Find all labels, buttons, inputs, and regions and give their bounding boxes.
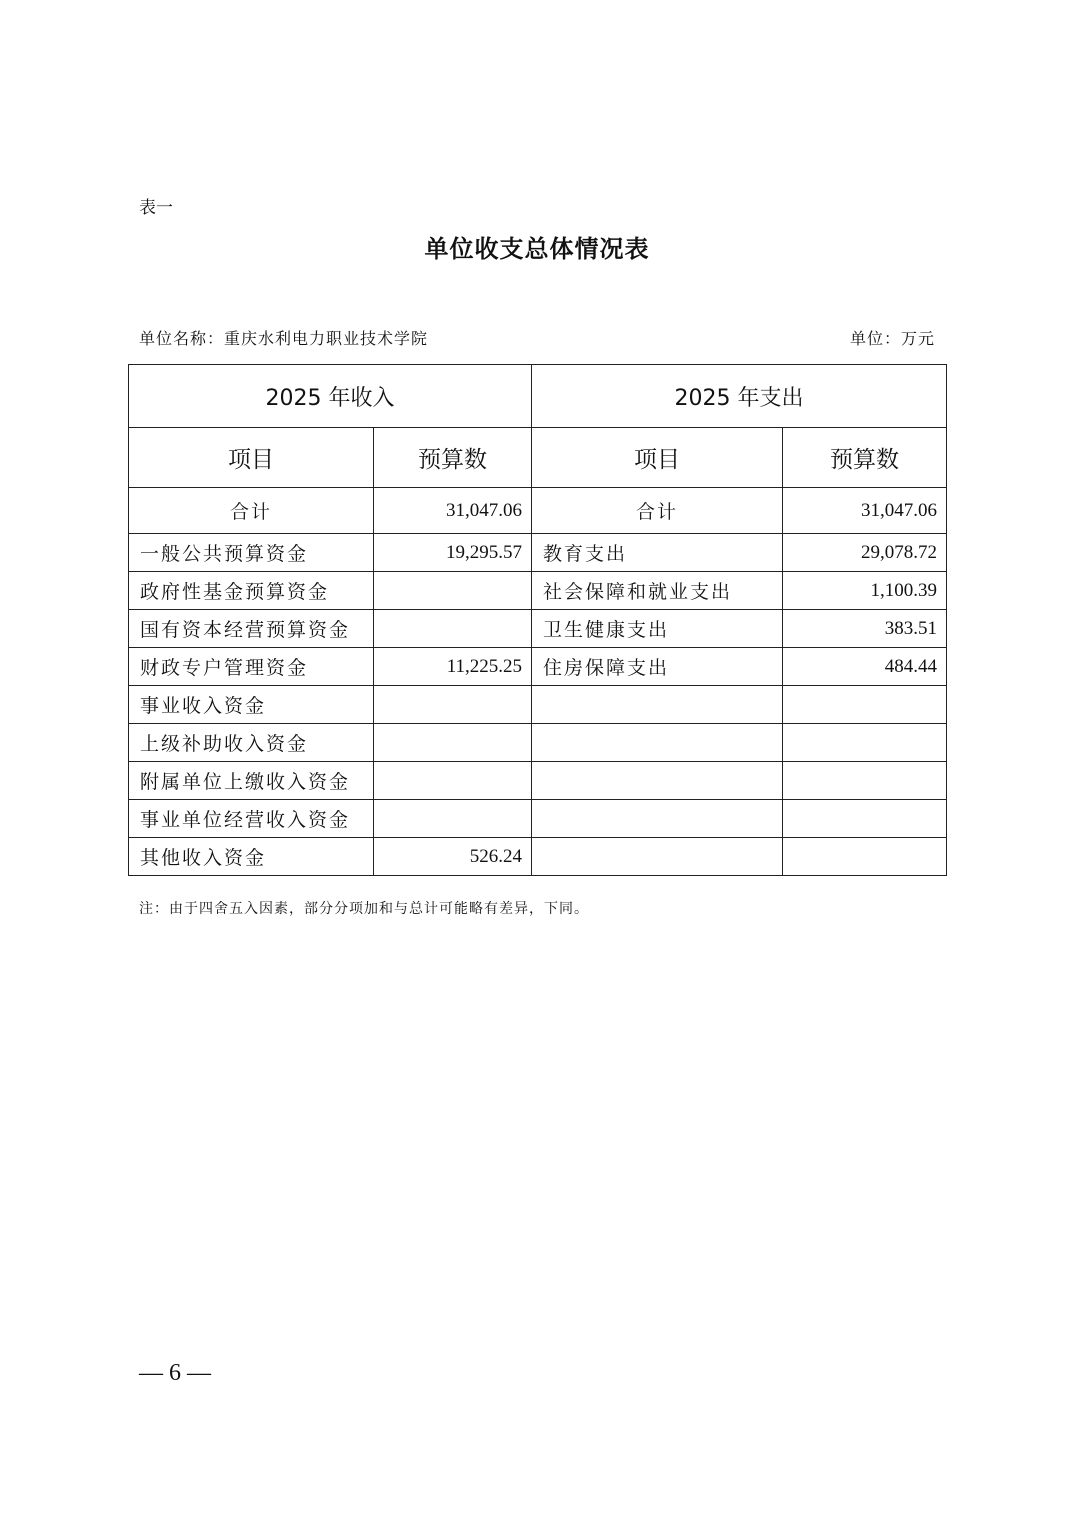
expense-value: 29,078.72 <box>783 534 947 572</box>
table-row <box>129 610 947 648</box>
income-value: 19,295.57 <box>374 534 532 572</box>
expense-value <box>783 686 947 724</box>
table-row <box>129 648 947 686</box>
expense-item: 卫生健康支出 <box>532 610 783 648</box>
unit-name: 单位名称：重庆水利电力职业技术学院 <box>139 329 429 348</box>
expense-item <box>532 686 783 724</box>
table-row <box>129 686 947 724</box>
income-item: 上级补助收入资金 <box>129 724 374 762</box>
total-row <box>129 488 947 534</box>
income-value: 526.24 <box>374 838 532 876</box>
expense-item: 社会保障和就业支出 <box>532 572 783 610</box>
income-value <box>374 686 532 724</box>
income-item: 附属单位上缴收入资金 <box>129 762 374 800</box>
income-item-header: 项目 <box>129 428 374 488</box>
column-header-row <box>129 428 947 488</box>
budget-summary-table <box>128 364 947 876</box>
income-item: 事业单位经营收入资金 <box>129 800 374 838</box>
page-title: 单位收支总体情况表 <box>424 234 650 263</box>
income-header: 2025 年收入 <box>129 365 532 428</box>
table-row <box>129 534 947 572</box>
income-value: 11,225.25 <box>374 648 532 686</box>
expense-total-label: 合计 <box>532 488 783 534</box>
expense-value: 484.44 <box>783 648 947 686</box>
expense-value: 1,100.39 <box>783 572 947 610</box>
table-row <box>129 800 947 838</box>
expense-value <box>783 838 947 876</box>
expense-item <box>532 724 783 762</box>
expense-item <box>532 762 783 800</box>
expense-item-header: 项目 <box>532 428 783 488</box>
expense-item <box>532 800 783 838</box>
table-row <box>129 838 947 876</box>
income-total-label: 合计 <box>129 488 374 534</box>
income-item: 事业收入资金 <box>129 686 374 724</box>
footnote: 注：由于四舍五入因素，部分分项加和与总计可能略有差异，下同。 <box>139 901 589 917</box>
expense-value: 383.51 <box>783 610 947 648</box>
expense-total-value: 31,047.06 <box>783 488 947 534</box>
year-header-row <box>129 365 947 428</box>
expense-item <box>532 838 783 876</box>
income-total-value: 31,047.06 <box>374 488 532 534</box>
expense-value <box>783 724 947 762</box>
table-row <box>129 572 947 610</box>
expense-value <box>783 762 947 800</box>
expense-item: 教育支出 <box>532 534 783 572</box>
expense-budget-header: 预算数 <box>783 428 947 488</box>
income-item: 国有资本经营预算资金 <box>129 610 374 648</box>
table-row <box>129 762 947 800</box>
income-value <box>374 762 532 800</box>
unit-measure: 单位：万元 <box>849 329 935 348</box>
income-item: 财政专户管理资金 <box>129 648 374 686</box>
income-value <box>374 610 532 648</box>
income-item: 政府性基金预算资金 <box>129 572 374 610</box>
income-item: 一般公共预算资金 <box>129 534 374 572</box>
table-label: 表一 <box>139 198 173 218</box>
income-value <box>374 572 532 610</box>
page-number: — 6 — <box>139 1360 211 1386</box>
expense-value <box>783 800 947 838</box>
income-budget-header: 预算数 <box>374 428 532 488</box>
expense-item: 住房保障支出 <box>532 648 783 686</box>
income-value <box>374 724 532 762</box>
table-row <box>129 724 947 762</box>
income-value <box>374 800 532 838</box>
expense-header: 2025 年支出 <box>532 365 947 428</box>
income-item: 其他收入资金 <box>129 838 374 876</box>
